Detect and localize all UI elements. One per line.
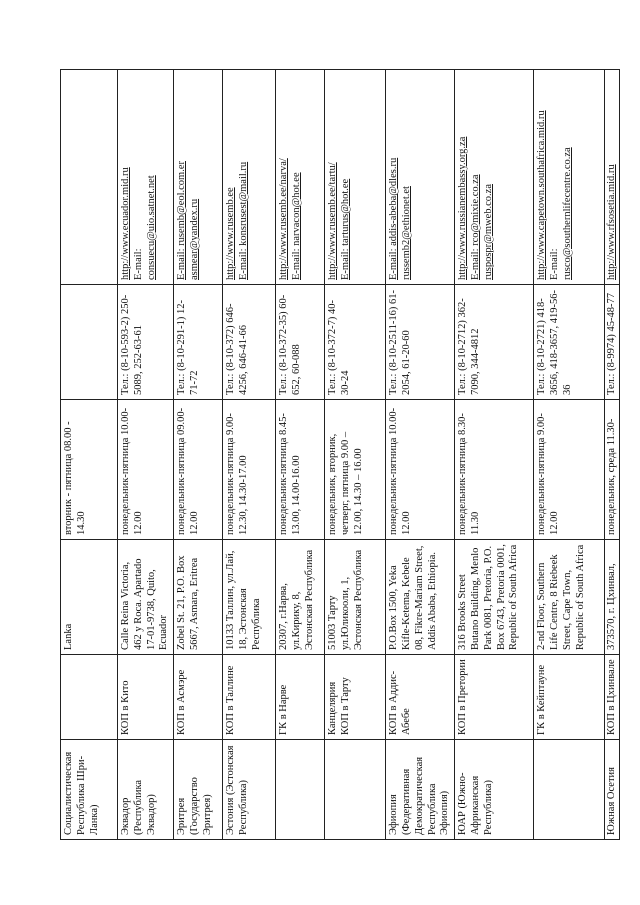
contacts-cell <box>534 70 605 285</box>
email-link[interactable]: asmear@yandex.ru <box>188 198 200 280</box>
address-cell: 373570, г. Цхинвал, <box>605 540 620 655</box>
contacts-cell <box>276 70 325 285</box>
phone-cell: Тел.: (8-10-372-35) 60-652, 60-088 <box>276 285 325 400</box>
website-link[interactable]: http://www.russianembassy.org.za <box>457 136 469 280</box>
office-cell: КОП в Кито <box>118 655 174 740</box>
office-cell: ГК в Нарве <box>276 655 325 740</box>
email-link[interactable]: E-mail: tarturus@hot.ee <box>339 178 351 280</box>
email-label: E-mail: <box>132 248 144 280</box>
email-link[interactable]: ruspospr@mweb.co.za <box>482 184 494 280</box>
country-cell <box>534 740 605 840</box>
phone-cell: Тел.: (8-10-291-1) 12-71-72 <box>174 285 223 400</box>
phone-cell: Тел.: (8-10-372-7) 40-30-24 <box>325 285 386 400</box>
phone-cell <box>61 285 118 400</box>
contacts-cell <box>61 70 118 285</box>
contacts-cell <box>174 70 223 285</box>
email-link[interactable]: E-mail: rusemb@eol.com.er <box>176 160 188 280</box>
table-row <box>223 70 276 840</box>
email-link[interactable]: russemb2@ethionet.et <box>400 186 412 280</box>
table-row <box>605 70 620 840</box>
office-cell <box>61 655 118 740</box>
phone-cell: Тел.: (8-10-2712) 362-7090, 344-4812 <box>455 285 534 400</box>
phone-cell: Тел.: (8-10-372) 646-4256, 646-41-66 <box>223 285 276 400</box>
contacts-cell <box>386 70 455 285</box>
table-row <box>325 70 386 840</box>
rotated-table-wrapper <box>60 70 618 840</box>
phone-cell: Тел.: (8-10-593-2) 250-5089, 252-63-61 <box>118 285 174 400</box>
country-cell: ЮАР (Южно-Африканская Республика) <box>455 740 534 840</box>
country-cell: Эритрея (Государство Эритрея) <box>174 740 223 840</box>
email-link[interactable]: E-mail: konsrusest@mail.ru <box>237 161 249 280</box>
country-cell: Южная Осетия <box>605 740 620 840</box>
address-cell: Zobel St. 21, P.O. Box 5667, Asmara, Eritrea <box>174 540 223 655</box>
address-cell: 316 Brooks Street Butano Building, Menlo Park 0081, Pretoria, P.O. Box 6743, Pretoria 0001, Republic of South Africa <box>455 540 534 655</box>
table-row <box>276 70 325 840</box>
address-cell: Calle Reina Victoria, 462 y Roca. Apartado 17-01-9738, Quito, Ecuador <box>118 540 174 655</box>
contacts-cell <box>605 70 620 285</box>
address-cell: P.O.Box 1500, Yeka Kifle-Ketema, Kebele 08, Fikre-Mariam Street, Addis Ababa, Ethiopia. <box>386 540 455 655</box>
office-cell: КОП в Аддис-Абебе <box>386 655 455 740</box>
website-link[interactable]: http://www.ecuador.mid.ru <box>120 167 131 280</box>
hours-cell: понедельник-пятница 9.00-12.00 <box>534 400 605 540</box>
email-link[interactable]: E-mail: addis-abeba@dles.ru <box>388 157 400 280</box>
hours-cell: вторник - пятница 08.00 - 14.30 <box>61 400 118 540</box>
table-row <box>534 70 605 840</box>
consulates-table <box>60 69 620 840</box>
table-row <box>455 70 534 840</box>
hours-cell: понедельник-пятница 9.00-12.30, 14.30-17.00 <box>223 400 276 540</box>
email-link[interactable]: E-mail: rco@mixie.co.za <box>469 174 481 280</box>
website-link[interactable]: http://www.rfsosetia.mid.ru <box>606 164 618 280</box>
country-cell <box>325 740 386 840</box>
table-row <box>61 70 118 840</box>
office-cell: ГК в Кейптауне <box>534 655 605 740</box>
hours-cell: понедельник-пятница 10.00-12.00 <box>386 400 455 540</box>
contacts-cell <box>325 70 386 285</box>
office-cell: КОП в Таллине <box>223 655 276 740</box>
table-row <box>386 70 455 840</box>
table-row <box>118 70 174 840</box>
phone-cell: Тел.: (8-9974) 45-48-77 <box>605 285 620 400</box>
country-cell: Эстония (Эстонская Республика) <box>223 740 276 840</box>
hours-cell: понедельник, вторник, четверг, пятница 9.00 – 12.00, 14.30 – 16.00 <box>325 400 386 540</box>
address-cell: 10133 Таллин, ул.Лай, 18, Эстонская Республика <box>223 540 276 655</box>
hours-cell: понедельник, среда 11.30- <box>605 400 620 540</box>
website-link[interactable]: http://www.rusemb.ee <box>225 187 237 280</box>
contacts-cell <box>223 70 276 285</box>
office-cell: КОП в Асмэре <box>174 655 223 740</box>
country-cell: Эфиопия (Федеративная Демократическая Республика Эфиопия) <box>386 740 455 840</box>
website-link[interactable]: http://www.rusemb.ee/narva/ <box>278 158 290 280</box>
address-cell: 20307, г.Нарва, ул.Кирику, 8, Эстонская Республика <box>276 540 325 655</box>
email-link[interactable]: E-mail: narvacon@hot.ee <box>290 172 302 280</box>
office-cell: КОП в Цхинвале <box>605 655 620 740</box>
hours-cell: понедельник-пятница 8.30-11.30 <box>455 400 534 540</box>
country-cell: Социалистическая Республика Шри-Ланка) <box>61 740 118 840</box>
hours-cell: понедельник-пятница 10.00-12.00 <box>118 400 174 540</box>
phone-cell: Тел.: (8-10-2511-16) 61-2054, 61-20-60 <box>386 285 455 400</box>
contacts-cell <box>455 70 534 285</box>
email-label: E-mail: <box>548 248 560 280</box>
hours-cell: понедельник-пятница 8.45-13.00, 14.00-16.00 <box>276 400 325 540</box>
address-cell: 51003 Тарту ул.Юликооли, 1, Эстонская Республика <box>325 540 386 655</box>
website-link[interactable]: http://www.capetown.southafrica.mid.ru <box>536 110 548 280</box>
website-link[interactable]: http://www.rusemb.ee/tartu/ <box>327 162 339 280</box>
email-link[interactable]: consuecu@uio.satnet.net <box>145 175 157 280</box>
office-cell: Канцелярия КОП в Тарту <box>325 655 386 740</box>
country-cell <box>276 740 325 840</box>
email-link[interactable]: rusco@southernlifecentre.co.za <box>561 147 573 280</box>
contacts-cell <box>118 70 174 285</box>
office-cell: КОП в Претории <box>455 655 534 740</box>
country-cell: Эквадор (Республика Эквадор) <box>118 740 174 840</box>
address-cell: 2-nd Floor, Southern Life Centre, 8 Riebeek Street, Cape Town, Republic of South Africa <box>534 540 605 655</box>
table-row <box>174 70 223 840</box>
hours-cell: понедельник-пятница 09.00-12.00 <box>174 400 223 540</box>
phone-cell: Тел.: (8-10-2721) 418-3656, 418-3657, 419-56-36 <box>534 285 605 400</box>
address-cell: Lanka <box>61 540 118 655</box>
